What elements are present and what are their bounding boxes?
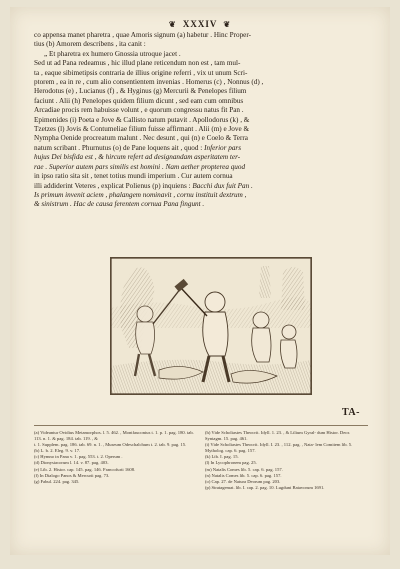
footnote: (a) Videantur Ovidius Metamorphos. l. 5. 462. , Montfauconius t. 1. p. 1. pag. 180. tab. 113. n. 1. & pag. 184. tab. 119. , & [34, 430, 194, 442]
page-number: XXXIV [182, 19, 218, 29]
verse-quote: „ Et pharetra ex humero Gnossia utroque jacet . [44, 49, 181, 58]
catchword: TA- [342, 407, 360, 418]
text-line: Herodotus (e) , Lucianus (f) , & Hyginus (g) Mercurii & Penelopes filium [34, 87, 247, 96]
text-span: natum scribant . Phurnutus (o) de Pane loquens ait , quod : [34, 143, 203, 152]
footnote: (i) Vide Scholiastes Theocrit. Idyll. I. 23. , 112. pag. , Nata- lem Comitem lib. 5. Mytholog. cap. 6. pag. 157. [205, 442, 353, 454]
footnote: (l) In Lycophronem pag. 25. [205, 460, 257, 466]
footnote-divider [34, 425, 368, 426]
italic-line: hujus Dei bisfida est , & hircum refert ad designandam asperitatem ter- [34, 153, 241, 162]
footnote: t. 1. Supplem. pag. 186. tab. 69. n. 1. , Museum Odeschalchum t. 2. tab. 9. pag. 15. [34, 442, 187, 448]
footnote: (f) In Dialogo Panos & Mercurii pag. 73. [34, 472, 110, 478]
running-header [10, 19, 390, 29]
text-line: in ipso ratio sita sit , tenet totius mundi imperium . Cur autem cornua [34, 172, 233, 181]
header-ornament-right: ❦ [223, 20, 232, 29]
footnote: (e) Lib. 2. Histor. cap. 145. pag. 146. Francofurti 1608. [34, 466, 136, 472]
footnotes-right-column [205, 430, 368, 491]
footnote: (m) Natalis Comes lib. 5. cap. 6. pag. 157. [205, 466, 283, 472]
header-ornament-left: ❦ [168, 20, 177, 29]
text-line: faciunt . Alii (h) Penelopes quidem filium dicunt , sed eam cum omnibus [34, 96, 244, 105]
text-line: Arcadiae procis rem habuisse volunt , e quorum congressu natus fit Pan . [34, 106, 244, 115]
footnote: (k) Lib. I. pag. 15. [205, 454, 239, 460]
footnote: (c) Hymno in Pana v. 1. pag. 553. t. 2. Operum . [34, 454, 123, 460]
text-line: ptorem , ea in re , cum alio consentientem invenias . Homerus (c) , Nonnus (d) , [34, 78, 264, 87]
text-line: Sed ut ad Pana redeamus , hic illud plane reticendum non est , tam mul- [34, 59, 241, 68]
footnote: (p) Stratagemat. lib. I. cap. 2. pag. 10. Lugduni Batavorum 1691. [205, 484, 325, 490]
italic-span: Inferior pars [204, 143, 242, 152]
italic-line: rae . Superior autem pars similis est homini . Nam aether propterea quod [34, 162, 246, 171]
text-line: Nympha Oenide procreatum malunt . Nec desunt , qui (n) e Coelo & Terra [34, 134, 248, 143]
putti-engraving [111, 258, 311, 394]
italic-line: & sinistrum . Hac de causa ferentem cornua Pana fingunt . [34, 200, 205, 209]
main-text [34, 31, 368, 210]
text-span: illi addiderint Veteres , explicat Polienus (p) inquiens : [34, 181, 191, 190]
footnotes [34, 430, 368, 491]
footnote: (n) Natalis Comes lib. 5. cap. 6. pag. 157. [205, 472, 282, 478]
text-line: ta , eaque sibimetipsis contraria de illius origine referri , vix ut unum Scri- [34, 68, 248, 77]
footnote: (d) Dionysiacorum l. 14. v. 87. pag. 403. [34, 460, 109, 466]
book-page [10, 7, 390, 555]
footnote: (o) Cap. 27. de Natura Deorum pag. 203. [205, 478, 281, 484]
text-line: Epimenides (i) Poeta e Jove & Callisto natum putavit . Apollodorus (k) , & [34, 115, 250, 124]
text-line [34, 144, 368, 153]
text-line: co appensa manet pharetra , quae Amoris signum (a) habetur . Hinc Proper- [34, 31, 252, 39]
footnote: (b) L. b. 2. Eleg. 9. v. 17. [34, 448, 81, 454]
text-line: Tzetzes (l) Jovis & Contumeliae filium fuisse affirmant . Alii (m) e Jove & [34, 125, 250, 134]
italic-line: Is primum invenit aciem , phalangem nominavit , cornu instituit dextrum , [34, 190, 247, 199]
footnote: (g) Fabul. 224. pag. 345. [34, 478, 80, 484]
footnotes-left-column [34, 430, 197, 491]
engraving-illustration [110, 257, 312, 395]
text-line: tius (b) Amorem describens , ita canit : [34, 40, 146, 49]
italic-span: Bacchi dux fuit Pan . [192, 181, 253, 190]
text-line [34, 182, 368, 191]
footnote: (h) Vide Scholiastes Theocrit. Idyll. 1. 23. , & Lilium Gyral- dum Histor. Deor. Syntagm. 15. pag. 461. [205, 430, 351, 442]
